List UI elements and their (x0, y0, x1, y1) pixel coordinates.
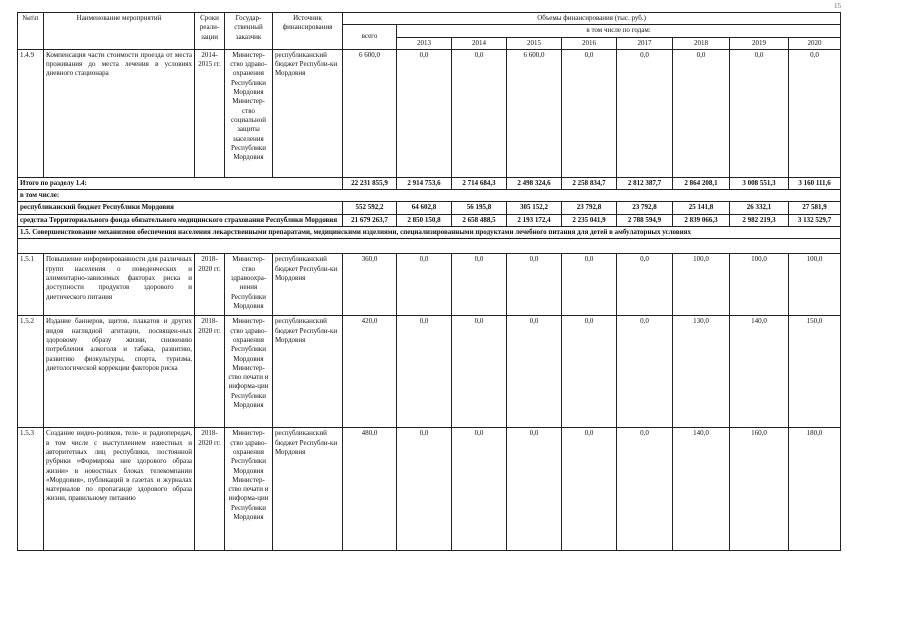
summary-fund-total: 21 679 263,7 (343, 214, 397, 226)
summary-total-row (18, 177, 841, 189)
measure-name: Издание баннеров, щитов, плакатов и других видов наглядной агитации, посвящен-ных здоровому образу жизни, снижению потребления алкоголя и табака, развитию, развитию физкультуры, спорта, туризма, диетологической коррекции факторов риска (44, 316, 195, 428)
year-cell: 100,0 (789, 254, 841, 316)
term-cell: 2018-2020 гг. (195, 316, 225, 428)
summary-fund-row (18, 214, 841, 226)
header-num: №п\п (18, 13, 44, 50)
row-number: 1.5.3 (18, 428, 44, 551)
year-cell: 0,0 (507, 316, 562, 428)
measure-name: Компенсация части стоимости проезда от места проживания до места лечения в условиях дневного стационара (44, 49, 195, 177)
summary-year: 2 258 834,7 (562, 177, 617, 189)
year-cell: 0,0 (562, 428, 617, 551)
year-cell: 0,0 (730, 49, 789, 177)
year-cell: 6 600,0 (507, 49, 562, 177)
summary-year: 2 914 753,6 (397, 177, 452, 189)
header-source: Источник финансирования (273, 13, 343, 50)
table-row (18, 316, 841, 428)
summary-total-label: Итого по разделу 1.4: (18, 177, 343, 189)
year-cell: 0,0 (562, 254, 617, 316)
measure-name: Создание видео-роликов, теле- и радиопередач, в том числе с выступлением известных и авторитетных лиц республики, постоянной рубрики «Формирова ние здорового образа жизни» в новостных блоках телекомпании «Мордовия», публикаций в газетах и журналах материалов по пропаганде здорового образа жизни, правильному питанию (44, 428, 195, 551)
year-cell: 0,0 (507, 254, 562, 316)
summary-incl-row (18, 190, 841, 202)
header-customer: Государ-ственный заказчик (225, 13, 273, 50)
row-number: 1.5.1 (18, 254, 44, 316)
row-number: 1.4.9 (18, 49, 44, 177)
customer-cell: Министер-ство здраво-охранения Республики Мордовия Министер-ство печати и информа-ции Республики Мордовия (225, 428, 273, 551)
year-cell: 140,0 (673, 428, 730, 551)
header-volumes: Объемы финансирования (тыс. руб.) (343, 13, 841, 25)
year-cell: 0,0 (617, 254, 673, 316)
year-cell: 160,0 (730, 428, 789, 551)
summary-fund-year: 2 839 066,3 (673, 214, 730, 226)
year-cell: 0,0 (452, 49, 507, 177)
summary-incl-label: в том числе: (18, 190, 841, 202)
summary-year: 2 498 324,6 (507, 177, 562, 189)
header-year: 2017 (617, 37, 673, 49)
year-cell: 180,0 (789, 428, 841, 551)
year-cell: 130,0 (673, 316, 730, 428)
year-cell: 0,0 (397, 254, 452, 316)
year-cell: 0,0 (617, 316, 673, 428)
customer-cell: Министер-ство здраво-охранения Республики Мордовия Министер-ство печати и информа-ции Республики Мордовия (225, 316, 273, 428)
header-year: 2019 (730, 37, 789, 49)
total-cell: 480,0 (343, 428, 397, 551)
summary-rep-year: 305 152,2 (507, 202, 562, 214)
year-cell: 0,0 (397, 316, 452, 428)
summary-fund-year: 2 193 172,4 (507, 214, 562, 226)
spacer-row (18, 239, 841, 254)
table-row (18, 49, 841, 177)
header-total: всего (343, 25, 397, 50)
year-cell: 0,0 (562, 316, 617, 428)
summary-year: 2 714 684,3 (452, 177, 507, 189)
header-name: Наименование мероприятий (44, 13, 195, 50)
summary-rep-year: 23 792,8 (562, 202, 617, 214)
total-cell: 360,0 (343, 254, 397, 316)
spacer-cell (18, 239, 841, 254)
source-cell: республиканский бюджет Республи-ки Мордовия (273, 49, 343, 177)
year-cell: 100,0 (730, 254, 789, 316)
summary-rep-year: 26 332,1 (730, 202, 789, 214)
year-cell: 0,0 (673, 49, 730, 177)
section-title: 1.5. Совершенствование механизмов обеспечения населения лекарственными препаратами, медицинскими изделиями, специализированными продуктами лечебного питания для детей в амбулаторных условиях (18, 227, 841, 239)
table-row (18, 254, 841, 316)
header-incl-years: в том числе по годам: (397, 25, 841, 37)
customer-cell: Министер-ство здраво-охранения Республики Мордовия Министер-ство социальной защиты населения Республики Мордовия (225, 49, 273, 177)
header-term: Сроки реали-зации (195, 13, 225, 50)
year-cell: 0,0 (617, 49, 673, 177)
summary-rep-row (18, 202, 841, 214)
table-row (18, 428, 841, 551)
summary-fund-year: 2 235 041,9 (562, 214, 617, 226)
year-cell: 0,0 (452, 254, 507, 316)
summary-fund-year: 2 850 150,8 (397, 214, 452, 226)
summary-rep-year: 27 581,9 (789, 202, 841, 214)
source-cell: республиканский бюджет Республи-ки Мордовия (273, 316, 343, 428)
customer-cell: Министер-ство здравоохра-нения Республики Мордовия (225, 254, 273, 316)
summary-fund-year: 2 658 488,5 (452, 214, 507, 226)
year-cell: 0,0 (452, 428, 507, 551)
section-title-row (18, 227, 841, 239)
summary-fund-year: 3 132 529,7 (789, 214, 841, 226)
year-cell: 0,0 (617, 428, 673, 551)
total-cell: 6 600,0 (343, 49, 397, 177)
total-cell: 420,0 (343, 316, 397, 428)
summary-year: 3 160 111,6 (789, 177, 841, 189)
summary-year: 3 008 551,3 (730, 177, 789, 189)
header-row (18, 13, 841, 25)
header-year: 2018 (673, 37, 730, 49)
summary-rep-year: 25 141,8 (673, 202, 730, 214)
year-cell: 150,0 (789, 316, 841, 428)
summary-rep-total: 552 592,2 (343, 202, 397, 214)
year-cell: 0,0 (397, 428, 452, 551)
year-cell: 0,0 (789, 49, 841, 177)
year-cell: 0,0 (562, 49, 617, 177)
term-cell: 2014-2015 гг. (195, 49, 225, 177)
header-year: 2013 (397, 37, 452, 49)
year-cell: 0,0 (507, 428, 562, 551)
header-year: 2016 (562, 37, 617, 49)
summary-rep-year: 23 792,8 (617, 202, 673, 214)
page-number: 15 (834, 2, 841, 10)
header-year: 2020 (789, 37, 841, 49)
summary-year: 2 864 208,1 (673, 177, 730, 189)
summary-rep-label: республиканский бюджет Республики Мордовия (18, 202, 343, 214)
header-year: 2014 (452, 37, 507, 49)
summary-rep-year: 56 195,8 (452, 202, 507, 214)
summary-fund-label: средства Территориального фонда обязательного медицинского страхования Республики Мордовия (18, 214, 343, 226)
year-cell: 0,0 (452, 316, 507, 428)
measure-name: Повышение информированности для различных групп населения о поведенческих и алиментарно-зависимых факторах риска и доступности продуктов здорового и диетического питания (44, 254, 195, 316)
summary-year: 2 812 387,7 (617, 177, 673, 189)
source-cell: республиканский бюджет Республи-ки Мордовия (273, 428, 343, 551)
summary-total: 22 231 855,9 (343, 177, 397, 189)
year-cell: 100,0 (673, 254, 730, 316)
summary-fund-year: 2 788 594,9 (617, 214, 673, 226)
summary-fund-year: 2 982 219,3 (730, 214, 789, 226)
summary-rep-year: 64 602,8 (397, 202, 452, 214)
year-cell: 140,0 (730, 316, 789, 428)
term-cell: 2018-2020 гг. (195, 428, 225, 551)
source-cell: республиканский бюджет Республи-ки Мордовия (273, 254, 343, 316)
funding-table (17, 12, 841, 551)
row-number: 1.5.2 (18, 316, 44, 428)
year-cell: 0,0 (397, 49, 452, 177)
header-year: 2015 (507, 37, 562, 49)
term-cell: 2018-2020 гг. (195, 254, 225, 316)
